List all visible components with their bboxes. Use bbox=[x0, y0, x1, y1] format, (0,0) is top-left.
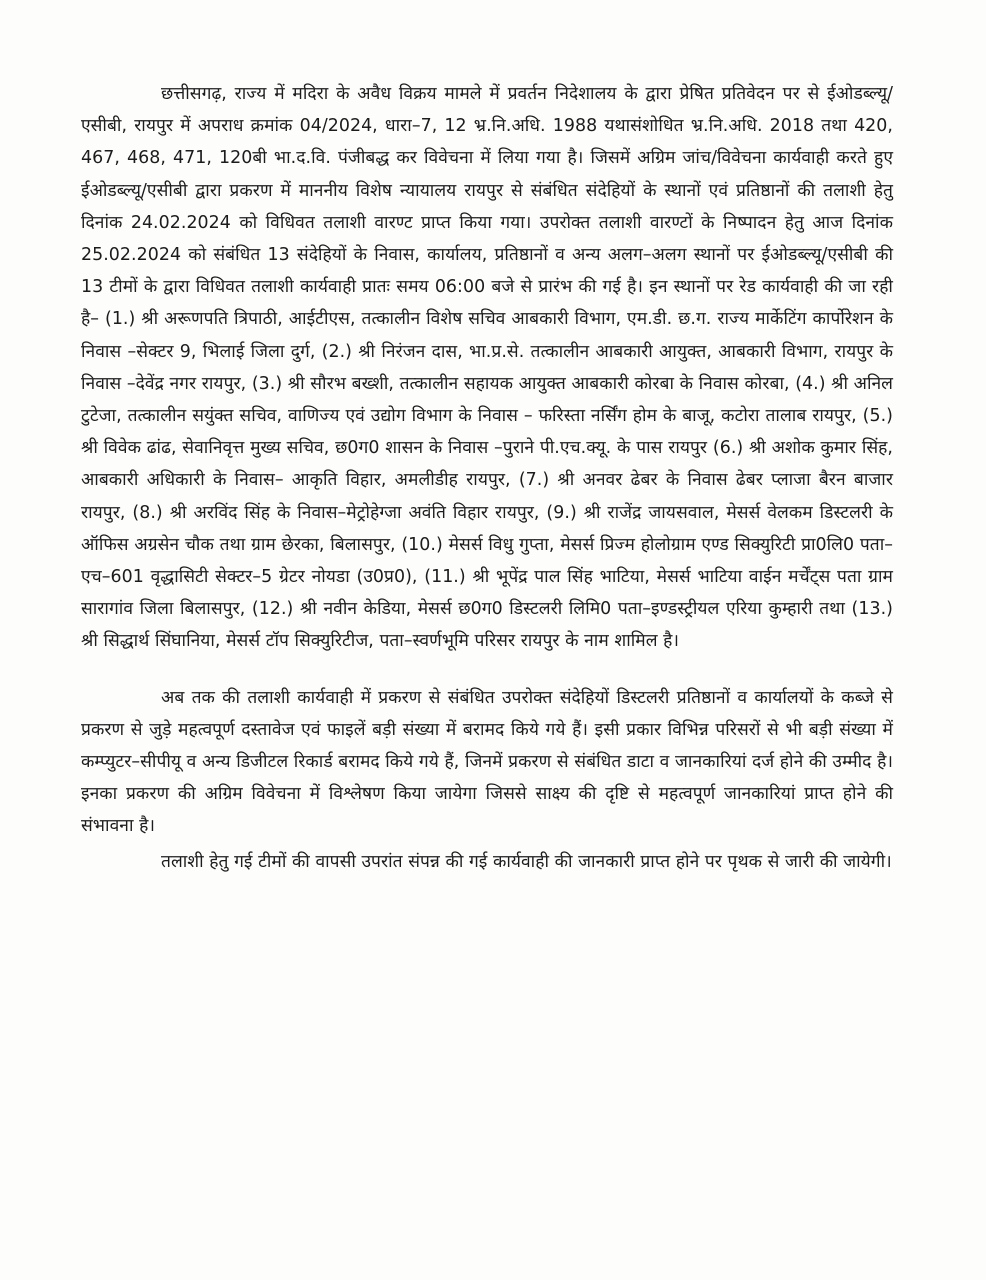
paragraph-closing-note: तलाशी हेतु गई टीमों की वापसी उपरांत संपन्न की गई कार्यवाही की जानकारी प्राप्त होने पर पृथक से जारी की जायेगी। bbox=[161, 851, 892, 872]
paragraph-raid-details: छत्तीसगढ़, राज्य में मदिरा के अवैध विक्रय मामले में प्रवर्तन निदेशालय के द्वारा प्रेषित प्रतिवेदन पर से ईओडब्ल्यू/एसीबी, रायपुर में अपराध क्रमांक 04/2024, धारा–7, 12 भ्र.नि.अधि. 1988 यथासंशोधित भ्र.नि.अधि. 2018 तथा 420, 467, 468, 471, 120बी भा.द.वि. पंजीबद्ध कर विवेचना में लिया गया है। जिसमें अग्रिम जांच/विवेचना कार्यवाही करते हुए ईओडब्ल्यू/एसीबी द्वारा प्रकरण में माननीय विशेष न्यायालय रायपुर से संबंधित संदेहियों के स्थानों एवं प्रतिष्ठानों की तलाशी हेतु दिनांक 24.02.2024 को विधिवत तलाशी वारण्ट प्राप्त किया गया। उपरोक्त तलाशी वारण्टों के निष्पादन हेतु आज दिनांक 25.02.2024 को संबंधित 13 संदेहियों के निवास, कार्यालय, प्रतिष्ठानों व अन्य अलग–अलग स्थानों पर ईओडब्ल्यू/एसीबी की 13 टीमों के द्वारा विधिवत तलाशी कार्यवाही प्रातः समय 06:00 बजे से प्रारंभ की गई है। इन स्थानों पर रेड कार्यवाही की जा रही है– (1.) श्री अरूणपति त्रिपाठी, आईटीएस, तत्कालीन विशेष सचिव आबकारी विभाग, एम.डी. छ.ग. राज्य मार्केटिंग कार्पोरेशन के निवास –सेक्टर 9, भिलाई जिला दुर्ग, (2.) श्री निरंजन दास, भा.प्र.से. तत्कालीन आबकारी आयुक्त, आबकारी विभाग, रायपुर के निवास –देवेंद्र नगर रायपुर, (3.) श्री सौरभ बख्शी, तत्कालीन सहायक आयुक्त आबकारी कोरबा के निवास कोरबा, (4.) श्री अनिल टुटेजा, तत्कालीन सयुंक्त सचिव, वाणिज्य एवं उद्योग विभाग के निवास – फरिस्ता नर्सिंग होम के बाजू, कटोरा तालाब रायपुर, (5.) श्री विवेक ढांढ, सेवानिवृत्त मुख्य सचिव, छ0ग0 शासन के निवास –पुराने पी.एच.क्यू. के पास रायपुर (6.) श्री अशोक कुमार सिंह, आबकारी अधिकारी के निवास– आकृति विहार, अमलीडीह रायपुर, (7.) श्री अनवर ढेबर के निवास ढेबर प्लाजा बैरन बाजार रायपुर, (8.) श्री अरविंद सिंह के निवास–मेट्रोहेग्जा अवंति विहार रायपुर, (9.) श्री राजेंद्र जायसवाल, मेसर्स वेलकम डिस्टलरी के ऑफिस अग्रसेन चौक तथा ग्राम छेरका, बिलासपुर, (10.) मेसर्स विधु गुप्ता, मेसर्स प्रिज्म होलोग्राम एण्ड सिक्युरिटी प्रा0लि0 पता–एच–601 वृद्धासिटी सेक्टर–5 ग्रेटर नोयडा (उ0प्र0), (11.) श्री भूपेंद्र पाल सिंह भाटिया, मेसर्स भाटिया वाईन मर्चेंट्स पता ग्राम सारागांव जिला बिलासपुर, (12.) श्री नवीन केडिया, मेसर्स छ0ग0 डिस्टलरी लिमि0 पता–इण्डस्ट्रीयल एरिया कुम्हारी तथा (13.) श्री सिद्धार्थ सिंघानिया, मेसर्स टॉप सिक्युरिटीज, पता–स्वर्णभूमि परिसर रायपुर के नाम शामिल है। bbox=[81, 84, 893, 652]
document-body bbox=[81, 78, 893, 878]
paragraph-seizure-summary: अब तक की तलाशी कार्यवाही में प्रकरण से संबंधित उपरोक्त संदेहियों डिस्टलरी प्रतिष्ठानों व कार्यालयों के कब्जे से प्रकरण से जुड़े महत्वपूर्ण दस्तावेज एवं फाइलें बड़ी संख्या में बरामद किये गये हैं। इसी प्रकार विभिन्न परिसरों से भी बड़ी संख्या में कम्प्युटर–सीपीयू व अन्य डिजीटल रिकार्ड बरामद किये गये हैं, जिनमें प्रकरण से संबंधित डाटा व जानकारियां दर्ज होने की उम्मीद है। इनका प्रकरण की अग्रिम विवेचना में विश्लेषण किया जायेगा जिससे साक्ष्य की दृष्टि से महत्वपूर्ण जानकारियां प्राप्त होने की संभावना है। bbox=[81, 687, 893, 837]
